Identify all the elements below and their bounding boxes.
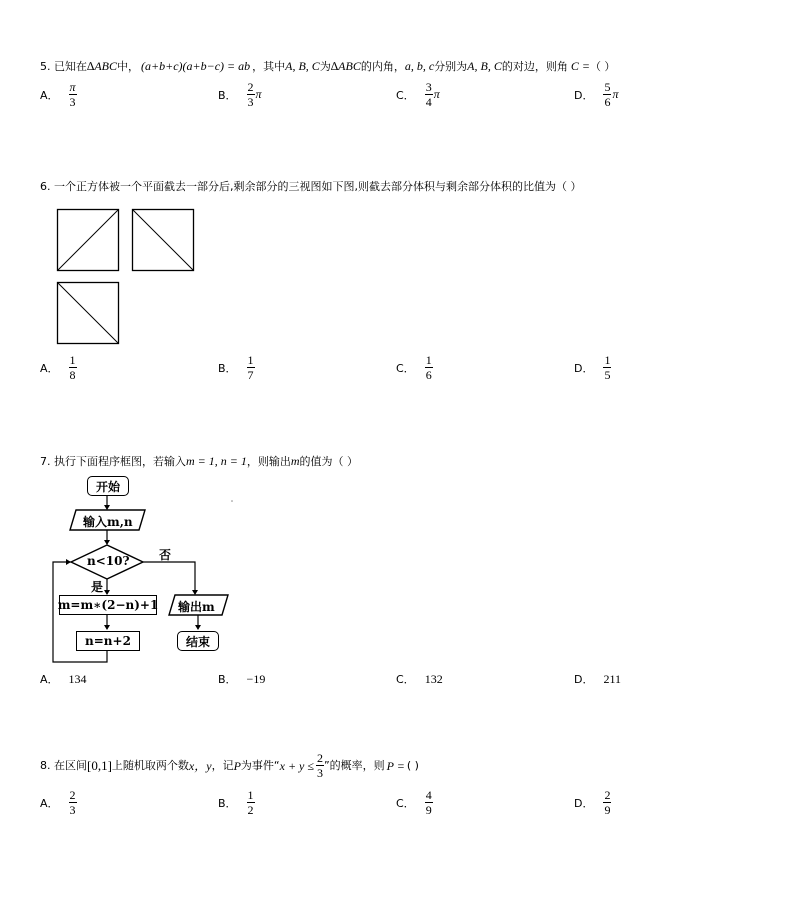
q8-option-d[interactable] bbox=[574, 789, 611, 816]
q8-prefix: 8. 在区间 bbox=[40, 758, 87, 772]
q5-triangle: ∆ABC bbox=[87, 59, 118, 73]
fraction: $\frac{3}{4}$ bbox=[425, 80, 432, 109]
flow-assign-m-box bbox=[59, 595, 157, 615]
option-label: C． bbox=[396, 673, 415, 686]
q8-p: P bbox=[233, 758, 241, 773]
q8-fraction: $\frac{2}{3}$ bbox=[316, 751, 323, 780]
fraction: $\frac{1}{7}$ bbox=[247, 353, 254, 382]
q5-text-4: 的内角， bbox=[360, 60, 405, 73]
q5-angles: A, B, C bbox=[285, 59, 320, 73]
q5-angle-c: C = bbox=[570, 59, 590, 73]
q7-option-c[interactable] bbox=[396, 671, 443, 687]
pi-symbol: π bbox=[255, 87, 262, 101]
option-label: C． bbox=[396, 796, 415, 810]
option-label: B． bbox=[218, 88, 237, 102]
fraction: $\frac{5}{6}$ bbox=[604, 80, 611, 109]
option-label: D． bbox=[574, 88, 594, 102]
q8-text-3: 为事件“ bbox=[240, 758, 280, 772]
q8-option-c[interactable] bbox=[396, 789, 433, 816]
option-label: C． bbox=[396, 361, 415, 375]
q8-option-a[interactable] bbox=[40, 789, 77, 816]
q8-text-2: ，记 bbox=[211, 758, 234, 772]
q5-option-c[interactable] bbox=[396, 81, 440, 108]
flow-start-terminal bbox=[87, 476, 129, 496]
fraction: $\frac{1}{8}$ bbox=[69, 353, 76, 382]
flow-end-terminal bbox=[177, 631, 219, 651]
question-6-stem: 6. 一个正方体被一个平面截去一部分后,剩余部分的三视图如下图,则截去部分体积与剩余部分体积的比值为（ ） bbox=[40, 180, 582, 193]
q5-text-1: 中， bbox=[117, 60, 140, 73]
q7-text-1: ，则输出 bbox=[246, 455, 291, 468]
q7-option-d[interactable] bbox=[574, 671, 621, 687]
flow-start-label: 开始 bbox=[95, 479, 120, 494]
option-value: 211 bbox=[603, 671, 622, 686]
option-value: 132 bbox=[424, 671, 443, 686]
q5-option-d[interactable] bbox=[574, 81, 619, 108]
q6-option-c[interactable] bbox=[396, 354, 433, 381]
q6-option-d[interactable] bbox=[574, 354, 611, 381]
flow-assign-n-label: n=n+2 bbox=[85, 634, 131, 648]
q7-option-b[interactable] bbox=[218, 671, 265, 687]
q5-sides: a, b, c bbox=[404, 59, 435, 73]
q5-prefix: 5. 已知在 bbox=[40, 60, 87, 73]
option-value: 134 bbox=[68, 671, 87, 686]
fraction: $\frac{1}{5}$ bbox=[604, 353, 611, 382]
q7-output-var: m bbox=[290, 454, 300, 468]
fraction: $\frac{2}{3}$ bbox=[69, 788, 76, 817]
q5-triangle-2: ∆ABC bbox=[330, 59, 361, 73]
flow-output-label: 输出m bbox=[178, 600, 215, 614]
fraction: $\frac{2}{3}$ bbox=[247, 80, 254, 109]
option-value: −19 bbox=[246, 671, 266, 686]
q8-vars: x，y bbox=[188, 758, 212, 773]
q8-inequality: x + y ≤ bbox=[279, 758, 314, 773]
flow-input-label: 输入m,n bbox=[83, 515, 133, 529]
flowchart-lines bbox=[0, 0, 260, 670]
q8-text-1: 上随机取两个数 bbox=[111, 758, 189, 772]
option-label: A． bbox=[40, 673, 59, 686]
q5-angles-2: A, B, C bbox=[467, 59, 502, 73]
option-label: A． bbox=[40, 796, 59, 810]
fraction: $\frac{1}{2}$ bbox=[247, 788, 254, 817]
pi-symbol: π bbox=[433, 87, 440, 101]
question-8-stem bbox=[40, 752, 419, 779]
q5-text-2: ，其中 bbox=[252, 60, 286, 73]
q8-interval: [0,1] bbox=[87, 757, 112, 773]
q5-equation: (a+b+c)(a+b−c) = ab bbox=[141, 59, 251, 73]
option-label: D． bbox=[574, 361, 594, 375]
q8-text-4: ”的概率，则 bbox=[323, 758, 385, 772]
q7-tail: 的值为（ ） bbox=[299, 455, 359, 468]
option-label: D． bbox=[574, 796, 594, 810]
option-label: B． bbox=[218, 361, 237, 375]
option-label: A． bbox=[40, 88, 59, 102]
option-label: D． bbox=[574, 673, 594, 686]
q8-p-eq: P = bbox=[386, 758, 405, 773]
q8-option-b[interactable] bbox=[218, 789, 255, 816]
fraction: $\frac{4}{9}$ bbox=[425, 788, 432, 817]
option-label: B． bbox=[218, 796, 237, 810]
fraction: $\frac{1}{6}$ bbox=[425, 353, 432, 382]
q8-tail: ( ) bbox=[406, 758, 419, 772]
option-label: A． bbox=[40, 361, 59, 375]
option-label: C． bbox=[396, 88, 415, 102]
q7-prefix: 7. 执行下面程序框图，若输入 bbox=[40, 455, 186, 468]
q7-input-values: m = 1, n = 1 bbox=[186, 454, 247, 468]
option-label: B． bbox=[218, 673, 237, 686]
q5-tail: （ ） bbox=[589, 60, 616, 73]
q5-text-5: 分别为 bbox=[434, 60, 468, 73]
pi-symbol: π bbox=[612, 87, 619, 101]
flowchart bbox=[0, 0, 260, 670]
flow-yes-label: 是 bbox=[91, 580, 104, 594]
flow-assign-n-box bbox=[76, 631, 140, 651]
flow-assign-m-label: m=m∗(2−n)+1 bbox=[57, 598, 159, 612]
q7-option-a[interactable] bbox=[40, 671, 87, 687]
flow-end-label: 结束 bbox=[185, 634, 210, 649]
flow-condition-label: n<10? bbox=[87, 554, 130, 568]
q5-text-6: 的对边，则角 bbox=[501, 60, 568, 73]
flow-no-label: 否 bbox=[159, 548, 172, 562]
fraction: $\frac{2}{9}$ bbox=[604, 788, 611, 817]
fraction: $\frac{\pi}{3}$ bbox=[69, 80, 76, 109]
q5-text-3: 为 bbox=[319, 60, 331, 73]
